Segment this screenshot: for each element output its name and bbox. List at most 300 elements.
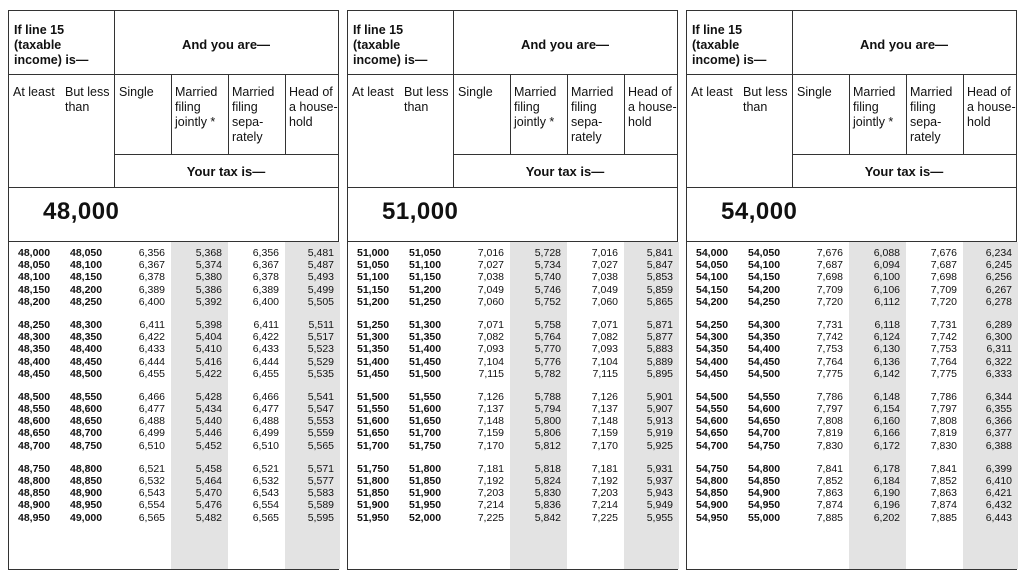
divider <box>567 74 568 154</box>
at-least-cell: 51,100 <box>357 271 390 284</box>
head-of-household-tax-cell: 6,421 <box>985 487 1012 500</box>
married-jointly-tax-cell: 5,794 <box>534 403 561 416</box>
table-row <box>9 487 338 499</box>
married-separately-tax-cell: 7,874 <box>930 499 957 512</box>
married-separately-tax-cell: 6,466 <box>252 390 279 403</box>
married-separately-tax-cell: 7,225 <box>591 511 618 524</box>
at-least-cell: 48,250 <box>18 318 51 331</box>
single-tax-cell: 7,808 <box>816 415 843 428</box>
married-jointly-tax-cell: 5,380 <box>195 271 222 284</box>
single-tax-cell: 6,466 <box>138 390 165 403</box>
married-jointly-tax-cell: 5,788 <box>534 390 561 403</box>
but-less-than-cell: 48,250 <box>70 295 103 308</box>
table-row <box>9 415 338 427</box>
at-least-cell: 48,750 <box>18 462 51 475</box>
married-jointly-tax-cell: 5,824 <box>534 475 561 487</box>
single-tax-cell: 6,565 <box>138 511 165 524</box>
at-least-cell: 51,250 <box>357 318 390 331</box>
single-tax-cell: 7,830 <box>816 439 843 452</box>
single-tax-cell: 7,071 <box>477 318 504 331</box>
head-of-household-tax-cell: 5,595 <box>307 511 334 524</box>
married-jointly-tax-cell: 6,106 <box>873 283 900 296</box>
married-separately-tax-cell: 7,764 <box>930 355 957 368</box>
head-of-household-tax-cell: 5,547 <box>307 403 334 416</box>
table-row <box>348 368 677 380</box>
but-less-than-cell: 49,000 <box>70 511 103 524</box>
married-jointly-tax-cell: 5,434 <box>195 403 222 416</box>
row-group <box>9 319 338 380</box>
row-group <box>687 463 1016 524</box>
table-row <box>687 403 1016 415</box>
married-separately-tax-cell: 7,203 <box>591 487 618 500</box>
table-row <box>9 499 338 511</box>
but-less-than-cell: 51,600 <box>409 403 442 416</box>
head-of-household-tax-cell: 6,366 <box>985 415 1012 428</box>
married-separately-tax-cell: 6,488 <box>252 415 279 428</box>
but-less-than-cell: 54,450 <box>748 355 781 368</box>
married-separately-tax-cell: 7,786 <box>930 390 957 403</box>
married-separately-tax-cell: 7,082 <box>591 331 618 344</box>
married-jointly-tax-cell: 5,422 <box>195 367 222 380</box>
at-least-cell: 48,950 <box>18 511 51 524</box>
at-least-cell: 54,000 <box>696 247 729 259</box>
married-jointly-tax-cell: 5,776 <box>534 355 561 368</box>
col-head-but-less-than: But less than <box>743 85 788 114</box>
married-jointly-tax-cell: 5,818 <box>534 462 561 475</box>
but-less-than-cell: 54,400 <box>748 343 781 356</box>
single-tax-cell: 7,874 <box>816 499 843 512</box>
tax-table-panel <box>347 10 678 570</box>
single-tax-cell: 6,554 <box>138 499 165 512</box>
head-of-household-tax-cell: 5,487 <box>307 259 334 272</box>
married-jointly-tax-cell: 5,728 <box>534 247 561 259</box>
divider <box>963 74 964 154</box>
single-tax-cell: 7,060 <box>477 295 504 308</box>
table-row <box>348 259 677 271</box>
but-less-than-cell: 54,050 <box>748 247 781 259</box>
head-of-household-tax-cell: 5,517 <box>307 331 334 344</box>
but-less-than-cell: 48,500 <box>70 367 103 380</box>
married-separately-tax-cell: 7,159 <box>591 427 618 440</box>
married-separately-tax-cell: 7,676 <box>930 247 957 259</box>
head-of-household-tax-cell: 5,493 <box>307 271 334 284</box>
at-least-cell: 51,000 <box>357 247 390 259</box>
row-group <box>9 247 338 308</box>
head-of-household-tax-cell: 6,388 <box>985 439 1012 452</box>
single-tax-cell: 7,126 <box>477 390 504 403</box>
at-least-cell: 48,500 <box>18 390 51 403</box>
married-separately-tax-cell: 6,521 <box>252 462 279 475</box>
single-tax-cell: 6,411 <box>139 318 165 331</box>
married-jointly-tax-cell: 5,740 <box>534 271 561 284</box>
head-of-household-tax-cell: 5,913 <box>646 415 673 428</box>
married-separately-tax-cell: 6,444 <box>252 355 279 368</box>
married-separately-tax-cell: 7,115 <box>592 367 618 380</box>
table-row <box>687 259 1016 271</box>
head-of-household-tax-cell: 5,889 <box>646 355 673 368</box>
head-of-household-tax-cell: 5,871 <box>646 318 673 331</box>
but-less-than-cell: 54,950 <box>748 499 781 512</box>
married-jointly-tax-cell: 5,440 <box>195 415 222 428</box>
married-jointly-tax-cell: 5,464 <box>195 475 222 487</box>
at-least-cell: 54,750 <box>696 462 729 475</box>
single-tax-cell: 7,775 <box>816 367 843 380</box>
divider <box>285 74 286 154</box>
but-less-than-cell: 51,300 <box>409 318 442 331</box>
head-of-household-tax-cell: 6,344 <box>985 390 1012 403</box>
table-row <box>687 343 1016 355</box>
head-of-household-tax-cell: 5,529 <box>307 355 334 368</box>
married-separately-tax-cell: 6,367 <box>252 259 279 272</box>
single-tax-cell: 6,400 <box>138 295 165 308</box>
single-tax-cell: 7,863 <box>816 487 843 500</box>
table-row <box>687 475 1016 487</box>
but-less-than-cell: 54,850 <box>748 475 781 487</box>
married-jointly-tax-cell: 5,734 <box>534 259 561 272</box>
head-of-household-tax-cell: 5,901 <box>646 390 673 403</box>
at-least-cell: 54,050 <box>696 259 729 272</box>
but-less-than-cell: 48,350 <box>70 331 103 344</box>
table-row <box>348 463 677 475</box>
married-jointly-tax-cell: 5,452 <box>195 439 222 452</box>
single-tax-cell: 7,698 <box>816 271 843 284</box>
but-less-than-cell: 51,650 <box>409 415 442 428</box>
at-least-cell: 54,950 <box>696 511 729 524</box>
at-least-cell: 51,400 <box>357 355 390 368</box>
but-less-than-cell: 48,900 <box>70 487 103 500</box>
at-least-cell: 54,350 <box>696 343 729 356</box>
married-jointly-tax-cell: 5,410 <box>195 343 222 356</box>
col-head-at-least: At least <box>13 85 55 99</box>
single-tax-cell: 7,753 <box>816 343 843 356</box>
but-less-than-cell: 54,800 <box>748 462 781 475</box>
col-head-but-less-than: But less than <box>404 85 449 114</box>
at-least-cell: 51,300 <box>357 331 390 344</box>
but-less-than-cell: 48,800 <box>70 462 103 475</box>
at-least-cell: 51,200 <box>357 295 390 308</box>
at-least-cell: 51,050 <box>357 259 390 272</box>
single-tax-cell: 7,038 <box>477 271 504 284</box>
table-row <box>687 296 1016 308</box>
married-separately-tax-cell: 7,137 <box>591 403 618 416</box>
col-head-head-of-household: Head of a house- hold <box>628 85 677 129</box>
married-jointly-tax-cell: 5,836 <box>534 499 561 512</box>
table-row <box>9 403 338 415</box>
rows <box>687 247 1016 535</box>
head-of-household-tax-cell: 5,541 <box>307 390 334 403</box>
head-of-household-tax-cell: 5,943 <box>646 487 673 500</box>
single-tax-cell: 7,676 <box>816 247 843 259</box>
married-separately-tax-cell: 6,510 <box>252 439 279 452</box>
row-group <box>687 319 1016 380</box>
table-row <box>687 356 1016 368</box>
married-jointly-tax-cell: 5,800 <box>534 415 561 428</box>
but-less-than-cell: 48,400 <box>70 343 103 356</box>
at-least-cell: 51,550 <box>357 403 390 416</box>
head-of-household-tax-cell: 5,937 <box>646 475 673 487</box>
at-least-cell: 54,700 <box>696 439 729 452</box>
head-of-household-tax-cell: 5,955 <box>646 511 673 524</box>
your-tax-is-label: Your tax is— <box>864 164 944 179</box>
but-less-than-cell: 52,000 <box>409 511 442 524</box>
but-less-than-cell: 54,150 <box>748 271 781 284</box>
at-least-cell: 51,700 <box>357 439 390 452</box>
table-row <box>348 403 677 415</box>
single-tax-cell: 6,488 <box>138 415 165 428</box>
table-row <box>9 427 338 439</box>
married-separately-tax-cell: 7,797 <box>930 403 957 416</box>
head-of-household-tax-cell: 5,511 <box>308 318 334 331</box>
table-row <box>687 247 1016 259</box>
table-row <box>348 499 677 511</box>
table-row <box>348 475 677 487</box>
single-tax-cell: 7,720 <box>816 295 843 308</box>
at-least-cell: 54,800 <box>696 475 729 487</box>
section-title: 48,000 <box>43 198 120 225</box>
single-tax-cell: 7,742 <box>816 331 843 344</box>
single-tax-cell: 7,016 <box>477 247 504 259</box>
table-row <box>348 487 677 499</box>
married-separately-tax-cell: 7,775 <box>930 367 957 380</box>
table-row <box>9 296 338 308</box>
married-separately-tax-cell: 7,170 <box>591 439 618 452</box>
table-row <box>687 499 1016 511</box>
married-separately-tax-cell: 7,863 <box>930 487 957 500</box>
married-jointly-tax-cell: 5,476 <box>195 499 222 512</box>
at-least-cell: 48,050 <box>18 259 51 272</box>
married-separately-tax-cell: 7,830 <box>930 439 957 452</box>
at-least-cell: 54,150 <box>696 283 729 296</box>
single-tax-cell: 6,433 <box>138 343 165 356</box>
at-least-cell: 54,550 <box>696 403 729 416</box>
table-row <box>348 512 677 524</box>
row-group <box>348 247 677 308</box>
table-row <box>348 427 677 439</box>
married-jointly-tax-cell: 5,398 <box>195 318 222 331</box>
col-head-married-separately: Married filing sepa- rately <box>910 85 953 144</box>
but-less-than-cell: 51,900 <box>409 487 442 500</box>
single-tax-cell: 7,225 <box>477 511 504 524</box>
table-row <box>687 440 1016 452</box>
head-of-household-tax-cell: 6,245 <box>985 259 1012 272</box>
at-least-cell: 48,400 <box>18 355 51 368</box>
at-least-cell: 48,900 <box>18 499 51 512</box>
col-head-head-of-household: Head of a house- hold <box>967 85 1016 129</box>
married-jointly-tax-cell: 6,160 <box>873 415 900 428</box>
married-separately-tax-cell: 7,181 <box>591 462 618 475</box>
married-jointly-tax-cell: 5,368 <box>195 247 222 259</box>
married-separately-tax-cell: 6,477 <box>252 403 279 416</box>
divider <box>687 187 1016 188</box>
and-you-are-label: And you are— <box>859 37 949 52</box>
at-least-cell: 54,450 <box>696 367 729 380</box>
head-of-household-tax-cell: 5,949 <box>646 499 673 512</box>
married-jointly-tax-cell: 5,812 <box>534 439 561 452</box>
but-less-than-cell: 48,200 <box>70 283 103 296</box>
col-head-married-separately: Married filing sepa- rately <box>571 85 614 144</box>
head-of-household-tax-cell: 5,853 <box>646 271 673 284</box>
table-row <box>348 284 677 296</box>
table-row <box>687 271 1016 283</box>
col-head-head-of-household: Head of a house- hold <box>289 85 338 129</box>
single-tax-cell: 7,159 <box>477 427 504 440</box>
section-title: 54,000 <box>721 198 798 225</box>
single-tax-cell: 7,027 <box>477 259 504 272</box>
single-tax-cell: 7,082 <box>477 331 504 344</box>
at-least-cell: 51,600 <box>357 415 390 428</box>
single-tax-cell: 7,203 <box>477 487 504 500</box>
married-separately-tax-cell: 7,852 <box>930 475 957 487</box>
but-less-than-cell: 51,950 <box>409 499 442 512</box>
table-row <box>9 463 338 475</box>
but-less-than-cell: 51,850 <box>409 475 442 487</box>
single-tax-cell: 7,786 <box>816 390 843 403</box>
at-least-cell: 54,250 <box>696 318 729 331</box>
single-tax-cell: 6,499 <box>138 427 165 440</box>
but-less-than-cell: 48,950 <box>70 499 103 512</box>
table-row <box>9 259 338 271</box>
at-least-cell: 48,450 <box>18 367 51 380</box>
head-of-household-tax-cell: 6,443 <box>985 511 1012 524</box>
at-least-cell: 54,850 <box>696 487 729 500</box>
single-tax-cell: 6,455 <box>138 367 165 380</box>
single-tax-cell: 7,709 <box>816 283 843 296</box>
married-jointly-tax-cell: 5,782 <box>534 367 561 380</box>
at-least-cell: 51,800 <box>357 475 390 487</box>
single-tax-cell: 7,049 <box>477 283 504 296</box>
head-of-household-tax-cell: 5,877 <box>646 331 673 344</box>
married-separately-tax-cell: 6,389 <box>252 283 279 296</box>
single-tax-cell: 7,181 <box>477 462 504 475</box>
head-of-household-tax-cell: 5,583 <box>307 487 334 500</box>
divider <box>624 74 625 154</box>
but-less-than-cell: 54,100 <box>748 259 781 272</box>
married-jointly-tax-cell: 6,172 <box>873 439 900 452</box>
col-head-at-least: At least <box>691 85 733 99</box>
head-of-household-tax-cell: 5,505 <box>307 295 334 308</box>
but-less-than-cell: 51,450 <box>409 355 442 368</box>
head-of-household-tax-cell: 6,289 <box>985 318 1012 331</box>
married-separately-tax-cell: 6,400 <box>252 295 279 308</box>
married-jointly-tax-cell: 5,764 <box>534 331 561 344</box>
divider <box>906 74 907 154</box>
married-separately-tax-cell: 7,126 <box>591 390 618 403</box>
married-separately-tax-cell: 7,016 <box>591 247 618 259</box>
single-tax-cell: 7,852 <box>816 475 843 487</box>
table-row <box>687 512 1016 524</box>
but-less-than-cell: 54,650 <box>748 415 781 428</box>
married-jointly-tax-cell: 5,458 <box>195 462 222 475</box>
but-less-than-cell: 51,700 <box>409 427 442 440</box>
at-least-cell: 54,500 <box>696 390 729 403</box>
but-less-than-cell: 54,250 <box>748 295 781 308</box>
at-least-cell: 54,400 <box>696 355 729 368</box>
married-jointly-tax-cell: 5,830 <box>534 487 561 500</box>
at-least-cell: 51,850 <box>357 487 390 500</box>
but-less-than-cell: 48,750 <box>70 439 103 452</box>
married-jointly-tax-cell: 5,806 <box>534 427 561 440</box>
married-jointly-tax-cell: 6,124 <box>873 331 900 344</box>
single-tax-cell: 7,819 <box>816 427 843 440</box>
head-of-household-tax-cell: 6,267 <box>985 283 1012 296</box>
married-separately-tax-cell: 7,709 <box>930 283 957 296</box>
col-head-married-jointly: Married filing jointly * <box>175 85 218 129</box>
at-least-cell: 54,600 <box>696 415 729 428</box>
single-tax-cell: 7,115 <box>478 367 504 380</box>
head-of-household-tax-cell: 5,499 <box>307 283 334 296</box>
single-tax-cell: 7,687 <box>816 259 843 272</box>
at-least-cell: 48,700 <box>18 439 51 452</box>
at-least-cell: 51,500 <box>357 390 390 403</box>
at-least-cell: 48,300 <box>18 331 51 344</box>
head-of-household-tax-cell: 6,311 <box>986 343 1012 356</box>
at-least-cell: 54,300 <box>696 331 729 344</box>
single-tax-cell: 6,422 <box>138 331 165 344</box>
head-of-household-tax-cell: 5,481 <box>307 247 334 259</box>
married-separately-tax-cell: 6,554 <box>252 499 279 512</box>
but-less-than-cell: 54,550 <box>748 390 781 403</box>
married-separately-tax-cell: 7,214 <box>591 499 618 512</box>
at-least-cell: 48,000 <box>18 247 51 259</box>
your-tax-header <box>453 154 677 188</box>
at-least-cell: 48,650 <box>18 427 51 440</box>
at-least-cell: 51,350 <box>357 343 390 356</box>
but-less-than-cell: 54,900 <box>748 487 781 500</box>
col-head-single: Single <box>119 85 154 99</box>
at-least-cell: 54,650 <box>696 427 729 440</box>
row-group <box>687 391 1016 452</box>
married-jointly-tax-cell: 6,112 <box>874 295 900 308</box>
married-separately-tax-cell: 7,049 <box>591 283 618 296</box>
head-of-household-tax-cell: 6,234 <box>985 247 1012 259</box>
married-jointly-tax-cell: 5,374 <box>195 259 222 272</box>
table-row <box>687 415 1016 427</box>
head-of-household-tax-cell: 6,278 <box>985 295 1012 308</box>
married-jointly-tax-cell: 5,746 <box>534 283 561 296</box>
table-row <box>687 427 1016 439</box>
married-jointly-tax-cell: 6,196 <box>873 499 900 512</box>
if-line-label: If line 15 (taxable income) is— <box>14 23 89 67</box>
row-group <box>9 391 338 452</box>
but-less-than-cell: 48,850 <box>70 475 103 487</box>
single-tax-cell: 7,093 <box>477 343 504 356</box>
table-row <box>348 356 677 368</box>
single-tax-cell: 7,885 <box>816 511 843 524</box>
at-least-cell: 48,800 <box>18 475 51 487</box>
row-group <box>348 391 677 452</box>
but-less-than-cell: 51,800 <box>409 462 442 475</box>
but-less-than-cell: 51,200 <box>409 283 442 296</box>
head-of-household-tax-cell: 6,322 <box>985 355 1012 368</box>
your-tax-is-label: Your tax is— <box>186 164 266 179</box>
at-least-cell: 51,900 <box>357 499 390 512</box>
married-separately-tax-cell: 7,071 <box>591 318 618 331</box>
head-of-household-tax-cell: 5,925 <box>646 439 673 452</box>
but-less-than-cell: 51,250 <box>409 295 442 308</box>
married-separately-tax-cell: 7,731 <box>930 318 957 331</box>
married-jointly-tax-cell: 6,178 <box>873 462 900 475</box>
table-row <box>9 391 338 403</box>
but-less-than-cell: 54,350 <box>748 331 781 344</box>
at-least-cell: 51,450 <box>357 367 390 380</box>
row-group <box>9 463 338 524</box>
married-separately-tax-cell: 7,841 <box>930 462 957 475</box>
but-less-than-cell: 48,650 <box>70 415 103 428</box>
married-jointly-tax-cell: 6,094 <box>873 259 900 272</box>
col-head-married-jointly: Married filing jointly * <box>853 85 896 129</box>
single-tax-cell: 7,192 <box>477 475 504 487</box>
table-row <box>9 440 338 452</box>
